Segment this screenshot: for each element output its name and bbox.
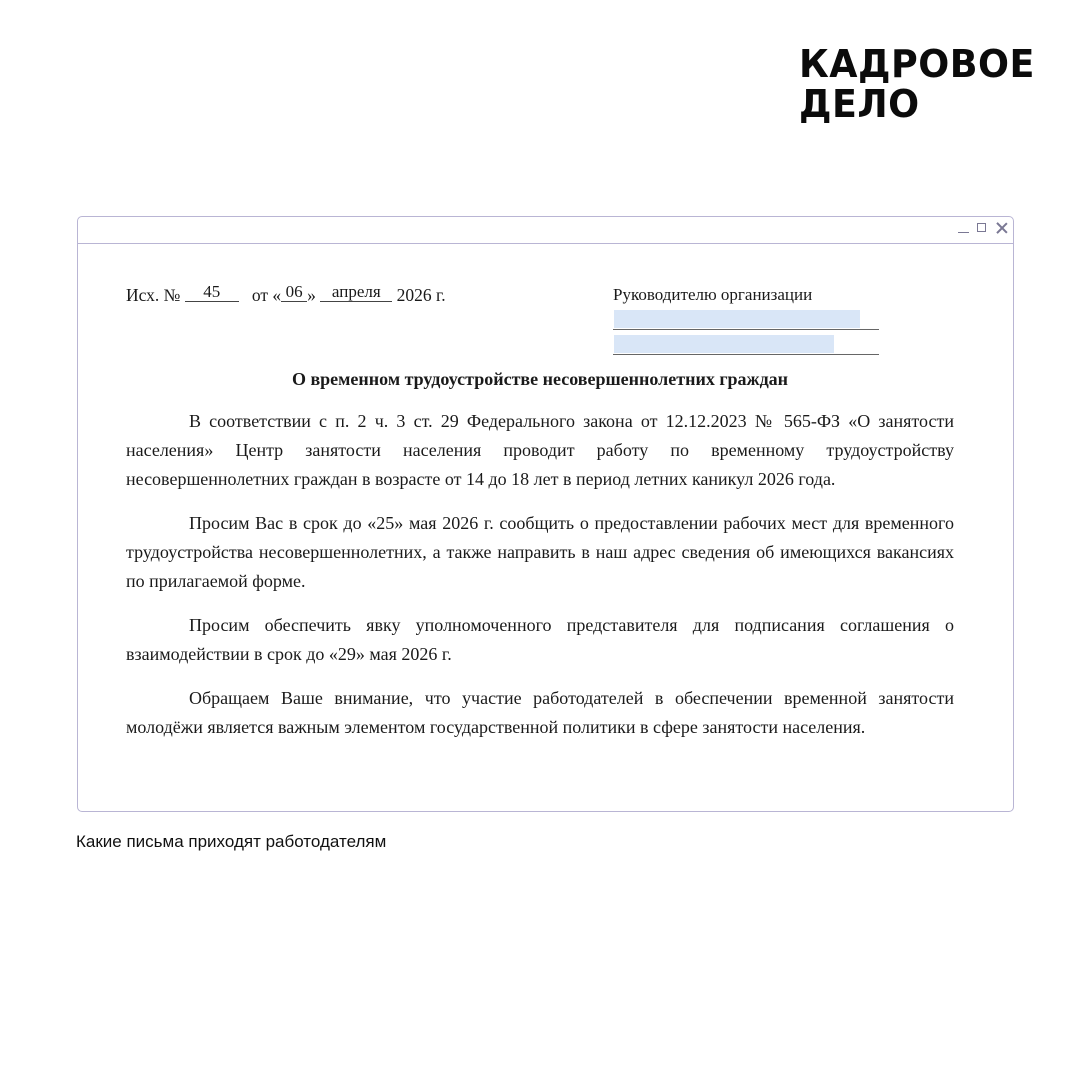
ref-day: 06: [281, 283, 307, 302]
outgoing-reference: [126, 282, 446, 306]
window-titlebar: [78, 217, 1013, 244]
letter-title: О временном трудоустройстве несовершеннолетних граждан: [291, 369, 789, 389]
letter-paragraph: Просим Вас в срок до «25» мая 2026 г. сообщить о предоставлении рабочих мест для временного трудоустройства несовершеннолетних, а также направить в наш адрес сведения об имеющихся вакансиях по прилагаемой форме.: [126, 513, 954, 591]
brand-logo-line1: КАДРОВОЕ: [799, 42, 1035, 86]
image-caption: Какие письма приходят работодателям: [76, 832, 387, 851]
ref-month: апреля: [320, 283, 392, 302]
brand-logo-line2: ДЕЛО: [799, 82, 920, 126]
ref-year: 2026 г.: [396, 285, 446, 305]
maximize-icon[interactable]: [976, 221, 988, 235]
ref-number: 45: [185, 283, 239, 302]
letter-body: [126, 407, 954, 757]
ref-from: от «: [251, 285, 282, 305]
addressee-line-2: [613, 330, 879, 355]
addressee-label: Руководителю организации: [613, 285, 813, 304]
addressee-block: [613, 285, 879, 355]
letter-paragraph: Обращаем Ваше внимание, что участие работодателей в обеспечении временной занятости молодёжи является важным элементом государственной политики в сфере занятости населения.: [126, 688, 954, 737]
window-controls: [957, 221, 1007, 235]
brand-logo: [799, 44, 1035, 124]
redacted-text: [614, 310, 860, 328]
letter-paragraph: Просим обеспечить явку уполномоченного представителя для подписания соглашения о взаимодействии в срок до «29» мая 2026 г.: [126, 615, 954, 664]
ref-day-close: »: [307, 285, 316, 305]
redacted-text: [614, 335, 834, 353]
ref-prefix: Исх. №: [126, 285, 181, 305]
addressee-line-1: [613, 305, 879, 330]
minimize-icon[interactable]: [957, 221, 969, 235]
close-icon[interactable]: [995, 221, 1007, 235]
letter-paragraph: В соответствии с п. 2 ч. 3 ст. 29 Федерального закона от 12.12.2023 № 565-ФЗ «О занятости населения» Центр занятости населения проводит работу по временному трудоустройству несовершеннолетних граждан в возрасте от 14 до 18 лет в период летних каникул 2026 года.: [126, 411, 954, 489]
document-window: [77, 216, 1014, 812]
